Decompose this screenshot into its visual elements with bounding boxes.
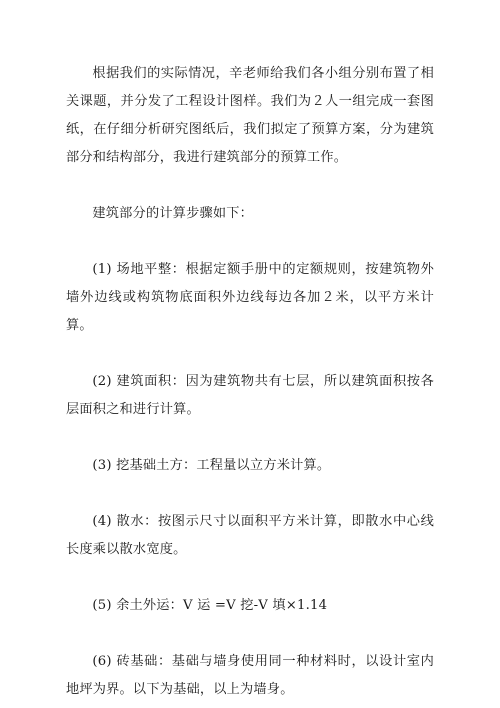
step-6-brick-foundation: (6) 砖基础：基础与墙身使用同一种材料时，以设计室内地坪为界。以下为基础，以上为墙身。	[66, 654, 434, 697]
steps-heading: 建筑部分的计算步骤如下：	[92, 206, 254, 221]
step-2-building-area: (2) 建筑面积：因为建筑物共有七层，所以建筑面积按各层面积之和进行计算。	[66, 374, 434, 417]
intro-paragraph: 根据我们的实际情况，辛老师给我们各小组分别布置了相关课题，并分发了工程设计图样。我们为２人一组完成一套图纸，在仔细分析研究图纸后，我们拟定了预算方案，分为建筑部分和结构部分，我进行建筑部分的预算工作。	[66, 66, 434, 165]
step-4-apron: (4) 散水：按图示尺寸以面积平方米计算，即散水中心线长度乘以散水宽度。	[66, 514, 434, 557]
step-5-soil-removal: (5) 余土外运：V 运 =V 挖-V 填×1.14	[92, 598, 328, 613]
step-1-site-leveling: (1) 场地平整：根据定额手册中的定额规则，按建筑物外墙外边线或构筑物底面积外边线每边各加２米，以平方米计算。	[66, 262, 434, 333]
step-3-foundation-excavation: (3) 挖基础土方：工程量以立方米计算。	[92, 458, 331, 473]
